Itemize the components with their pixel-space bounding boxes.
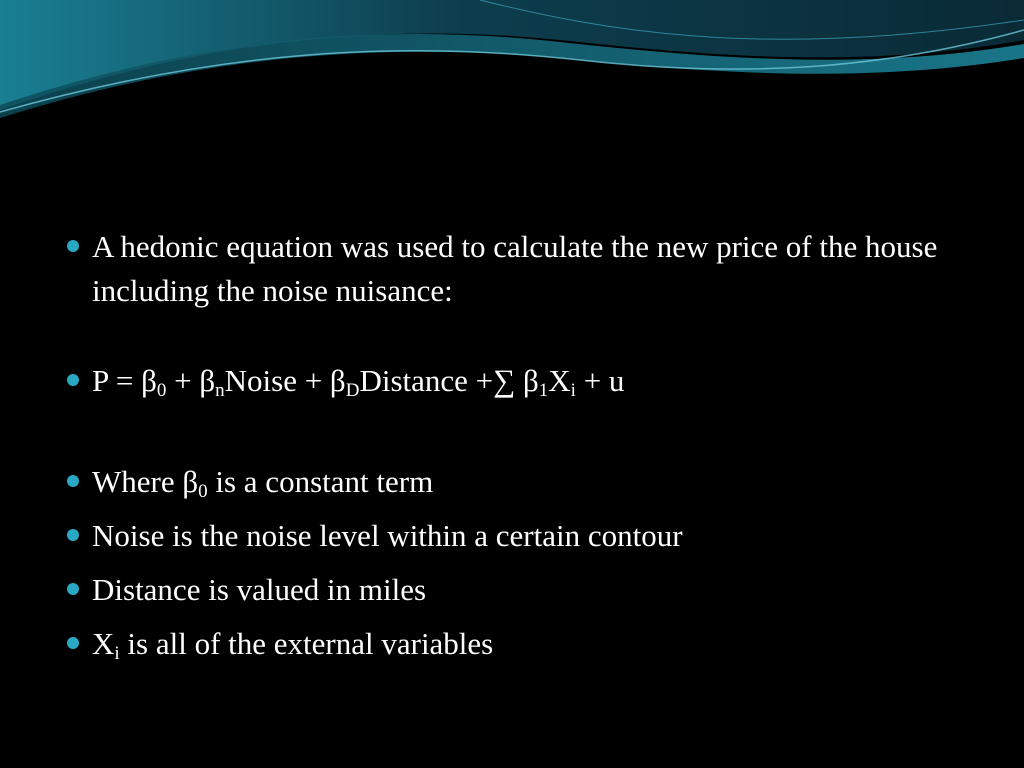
- hedonic-equation: $P = \beta_0$ + $\beta_nNoise$ + $\beta_DDistance$ +∑ $\beta_1X_i + u$: [92, 363, 625, 401]
- bullet-equation: [62, 359, 962, 403]
- bullet-distance-definition: [62, 568, 962, 612]
- bullet-constant-term: [62, 460, 962, 504]
- filled-circle-bullet-icon: [67, 583, 79, 595]
- filled-circle-bullet-icon: [67, 475, 79, 487]
- bullet-text: Noise is the noise level within a certain contour: [92, 518, 683, 553]
- filled-circle-bullet-icon: [67, 529, 79, 541]
- bullet-text: $X_i$ is all of the external variables: [92, 626, 494, 664]
- bullet-hedonic-intro: [62, 225, 962, 313]
- bullet-text: Where $\beta_0$ is a constant term: [92, 464, 434, 502]
- bullet-noise-definition: [62, 514, 962, 558]
- bullet-text: A hedonic equation was used to calculate the new price of the house including the noise nuisance:: [92, 229, 938, 308]
- bullet-external-variables: [62, 622, 962, 666]
- wave-band-main: [0, 0, 1024, 110]
- filled-circle-bullet-icon: [67, 374, 79, 386]
- filled-circle-bullet-icon: [67, 240, 79, 252]
- filled-circle-bullet-icon: [67, 637, 79, 649]
- bullet-text: Distance is valued in miles: [92, 572, 427, 607]
- bullet-list: [62, 225, 962, 666]
- header-wave-decoration: [0, 0, 1024, 130]
